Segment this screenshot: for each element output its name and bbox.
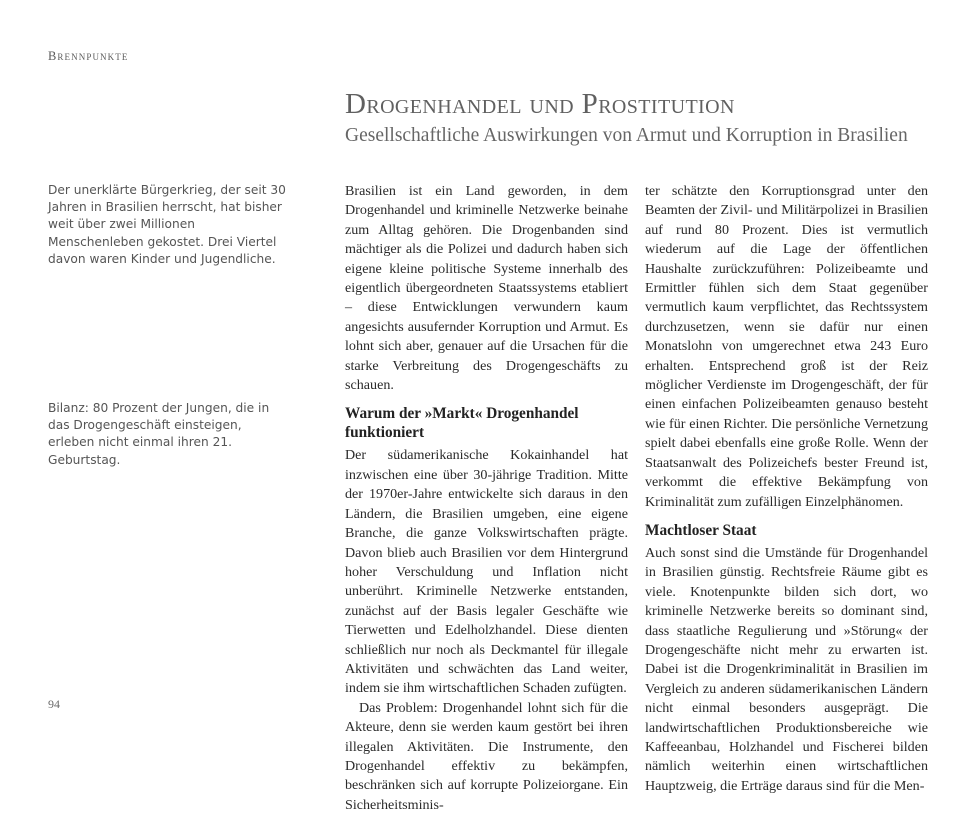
paragraph-problem: Das Problem: Drogenhandel lohnt sich für die Akteure, denn sie werden kaum gestört bei ihren illegalen Aktivitäten. Die Instrumente, den Drogenhandel effektiv zu bekämpfen, beschränken sich auf korrupte Polizeiorgane. Ein Sicherheitsminis-: [345, 699, 628, 813]
running-head: Brennpunkte: [48, 49, 129, 63]
paragraph-korruption: ter schätzte den Korruptionsgrad unter den Beamten der Zivil- und Militärpolizei in Brasilien auf rund 80 Prozent. Dies ist vermutlich wiederum auf die Lage der öffentlichen Haushalte zurückzuführen: Polizeibeamte und Ermittler fühlen sich dem Staat gegenüber vermutlich kaum verpflichtet, das Rechtssystem durchzusetzen, wenn sie dafür nur einen Monatslohn von umgerechnet etwa 243 Euro erhalten. Entsprechend groß ist der Reiz möglicher Verdienste im Drogengeschäft, der für einen einfachen Polizeibeamten genauso besteht wie für einen Richter. Die persönliche Vernetzung spielt dabei ebenfalls eine große Rolle. Wenn der Staatsanwalt des Polizeichefs bester Freund ist, verkommt die effektive Bekämpfung von Kriminalität zum zufälligen Einzelphänomen.: [645, 183, 928, 510]
text-column-2: [645, 182, 928, 796]
page-number: 94: [48, 697, 60, 711]
paragraph-intro: Brasilien ist ein Land geworden, in dem Drogenhandel und kriminelle Netzwerke beinahe zum Alltag gehören. Die Drogenbanden sind mächtiger als die Polizei und dadurch haben sich eigene kleine politische Systeme innerhalb des eigentlich übergeordneten Staatssystems etabliert – diese Entwicklungen verwundern kaum angesichts ausufernder Korruption und Armut. Es lohnt sich aber, genauer auf die Ursachen für die starke Verbreitung des Drogengeschäfts zu schauen.: [345, 183, 628, 394]
article-title: Drogenhandel und Prostitution: [345, 88, 735, 120]
section-heading-markt: Warum der »Markt« Drogenhandel funktioniert: [345, 405, 579, 442]
article-subtitle: Gesellschaftliche Auswirkungen von Armut und Korruption in Brasilien: [345, 125, 908, 146]
section-heading-machtloser-staat: Machtloser Staat: [645, 521, 757, 539]
sidenote-civil-war: Der unerklärte Bürgerkrieg, der seit 30 Jahren in Brasilien herrscht, hat bisher weit über zwei Millionen Menschenleben gekostet. Drei Viertel davon waren Kinder und Jugendliche.: [48, 183, 286, 266]
sidenote-bilanz: Bilanz: 80 Prozent der Jungen, die in das Drogengeschäft einsteigen, erleben nicht einmal ihren 21. Geburtstag.: [48, 401, 270, 467]
paragraph-umstaende: Auch sonst sind die Umstände für Drogenhandel in Brasilien günstig. Rechtsfreie Räume gibt es viele. Knotenpunkte bilden sich dort, wo kriminelle Netzwerke bereits so dominant sind, dass staatliche Regulierung und »Störung« der Drogengeschäfte nicht mehr zu erwarten ist. Dabei ist die Drogenkriminalität in Brasilien im Vergleich zu anderen südamerikanischen Ländern nicht einmal besonders ausgeprägt. Die landwirtschaftlichen Produktionsbereiche wie Kaffeeanbau, Holzhandel und Fischerei bilden nämlich weiterhin einen wirtschaftlichen Hauptzweig, die Erträge daraus sind für die Men-: [645, 544, 928, 794]
paragraph-kokainhandel: Der südamerikanische Kokainhandel hat inzwischen eine über 30-jährige Tradition. Mitte der 1970er-Jahre entwickelte sich daraus in den Ländern, die Brasilien umgeben, eine eigene Branche, die ganze Volkswirtschaften prägte. Davon blieb auch Brasilien vor dem Hintergrund hoher Verschuldung und Inflation nicht unberührt. Kriminelle Netzwerke entstanden, zunächst auf der Basis legaler Geschäfte wie Tierwetten und Edelholzhandel. Diese dienten schließlich nur noch als Deckmantel für illegale Aktivitäten und schwächten das Land weiter, indem sie ihm wirtschaftlichen Schaden zufügten.: [345, 447, 628, 697]
text-column-1: [345, 182, 628, 815]
